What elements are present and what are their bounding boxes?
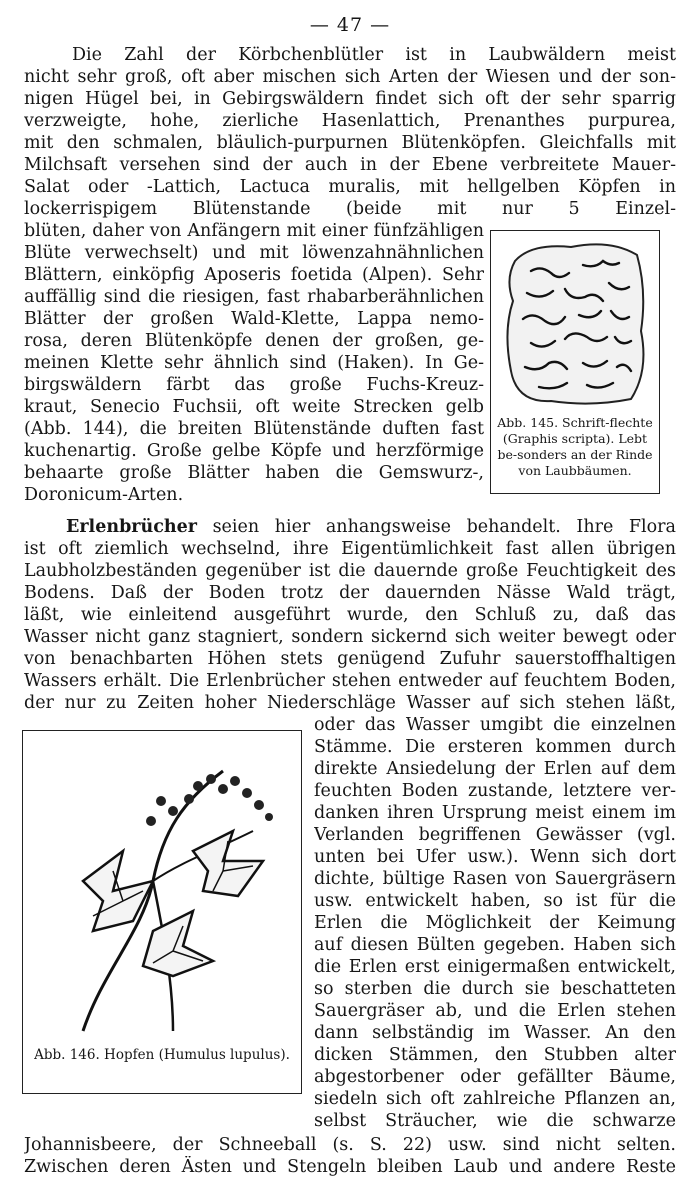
hop-plant-illustration [23,731,301,1041]
text-line: blüten, daher von Anfängern mit einer fünfzähligen [24,221,484,241]
text-line: nicht sehr groß, oft aber mischen sich Arten der Wiesen und der son- [24,67,676,87]
text-line: verzweigte, hohe, zierliche Hasenlattich, Prenanthes purpurea, [24,111,676,131]
text-line: siedeln sich oft zahlreiche Pflanzen an, [314,1089,676,1109]
text-line: birgswäldern färbt das große Fuchs-Kreuz- [24,375,484,395]
text-line: abgestorbener oder gefällter Bäume, [314,1067,676,1087]
text-line: Wassers erhält. Die Erlenbrücher stehen entweder auf feuchtem Boden, [24,671,676,691]
text-line: unten bei Ufer usw.). Wenn sich dort [314,847,676,867]
text-line: Blättern, einköpfig Aposeris foetida (Alpen). Sehr [24,265,484,285]
text-line: auf diesen Bülten gegeben. Haben sich [314,935,676,955]
text-line: behaarte große Blätter haben die Gemswurz-, [24,463,484,483]
figure-146-hopfen [22,730,302,1094]
figure-145-caption: Abb. 145. Schrift-flechte (Graphis scripta). Lebt be-sonders an der Rinde von Laubbäumen. [497,415,653,478]
text-line: Die Zahl der Körbchenblütler ist in Laubwäldern meist [72,45,676,65]
text-line: meinen Klette sehr ähnlich sind (Haken). In Ge- [24,353,484,373]
text-line: kuchenartig. Große gelbe Köpfe und herzförmige [24,441,484,461]
section-heading: Erlenbrücher [66,517,197,537]
text-line: so sterben die durch sie beschatteten [314,979,676,999]
text-line: Salat oder -Lattich, Lactuca muralis, mit hellgelben Köpfen in [24,177,676,197]
text-line: läßt, wie einleitend ausgeführt wurde, den Schluß zu, daß das [24,605,676,625]
text-line: Blätter der großen Wald-Klette, Lappa nemo- [24,309,484,329]
text-line: Erlen die Möglichkeit der Keimung [314,913,676,933]
text-line: Blüte verwechselt) und mit löwenzahnähnlichen [24,243,484,263]
lichen-illustration [491,231,659,411]
text-line [24,516,676,538]
text-line: Laubholzbeständen gegenüber ist die dauernde große Feuchtigkeit des [24,561,676,581]
text-line: lockerrispigem Blütenstande (beide mit nur 5 Einzel- [24,199,676,219]
text-line: mit den schmalen, bläulich-purpurnen Blütenköpfen. Gleichfalls mit [24,133,676,153]
text-line: Bodens. Daß der Boden trotz der dauernden Nässe Wald trägt, [24,583,676,603]
text-line: der nur zu Zeiten hoher Niederschläge Wasser auf sich stehen läßt, [24,693,676,713]
figure-145-graphis-scripta [490,230,660,494]
text-line: oder das Wasser umgibt die einzelnen [314,715,676,735]
text-line: dann selbständig im Wasser. An den [314,1023,676,1043]
text-line: auffällig sind die riesigen, fast rhabarberähnlichen [24,287,484,307]
text-line: Stämme. Die ersteren kommen durch [314,737,676,757]
text-line: danken ihren Ursprung meist einem im [314,803,676,823]
text-line: rosa, deren Blütenköpfe denen der großen, ge- [24,331,484,351]
text-line: Johannisbeere, der Schneeball (s. S. 22) usw. sind nicht selten. [24,1135,676,1155]
text-line: von benachbarten Höhen stets genügend Zufuhr sauerstoffhaltigen [24,649,676,669]
text-line: usw. entwickelt haben, so ist für die [314,891,676,911]
text-line: Wasser nicht ganz stagniert, sondern sickernd sich weiter bewegt oder [24,627,676,647]
text-line: die Erlen erst einigermaßen entwickelt, [314,957,676,977]
text-line: Milchsaft versehen sind der auch in der Ebene verbreitete Mauer- [24,155,676,175]
text-line: dichte, bültige Rasen von Sauergräsern [314,869,676,889]
text-line: dicken Stämmen, den Stubben alter [314,1045,676,1065]
text-line: Doronicum-Arten. [24,485,184,505]
figure-146-caption: Abb. 146. Hopfen (Humulus lupulus). [34,1047,290,1063]
text-line: ist oft ziemlich wechselnd, ihre Eigentümlichkeit fast allen übrigen [24,539,676,559]
text-line: Verlanden begriffenen Gewässer (vgl. [314,825,676,845]
text-line-continuation: seien hier anhangsweise behandelt. Ihre Flora [212,517,676,537]
text-line: kraut, Senecio Fuchsii, oft weite Strecken gelb [24,397,484,417]
text-line: selbst Sträucher, wie die schwarze [314,1111,676,1131]
page-number: — 47 — [309,14,391,36]
text-line: feuchten Boden zustande, letztere ver- [314,781,676,801]
text-line: Sauergräser ab, und die Erlen stehen [314,1001,676,1021]
text-line: nigen Hügel bei, in Gebirgswäldern findet sich oft der sehr sparrig [24,89,676,109]
text-line: (Abb. 144), die breiten Blütenstände duften fast [24,419,484,439]
text-line: Zwischen deren Ästen und Stengeln bleiben Laub und andere Reste [24,1157,676,1177]
text-line: direkte Ansiedelung der Erlen auf dem [314,759,676,779]
